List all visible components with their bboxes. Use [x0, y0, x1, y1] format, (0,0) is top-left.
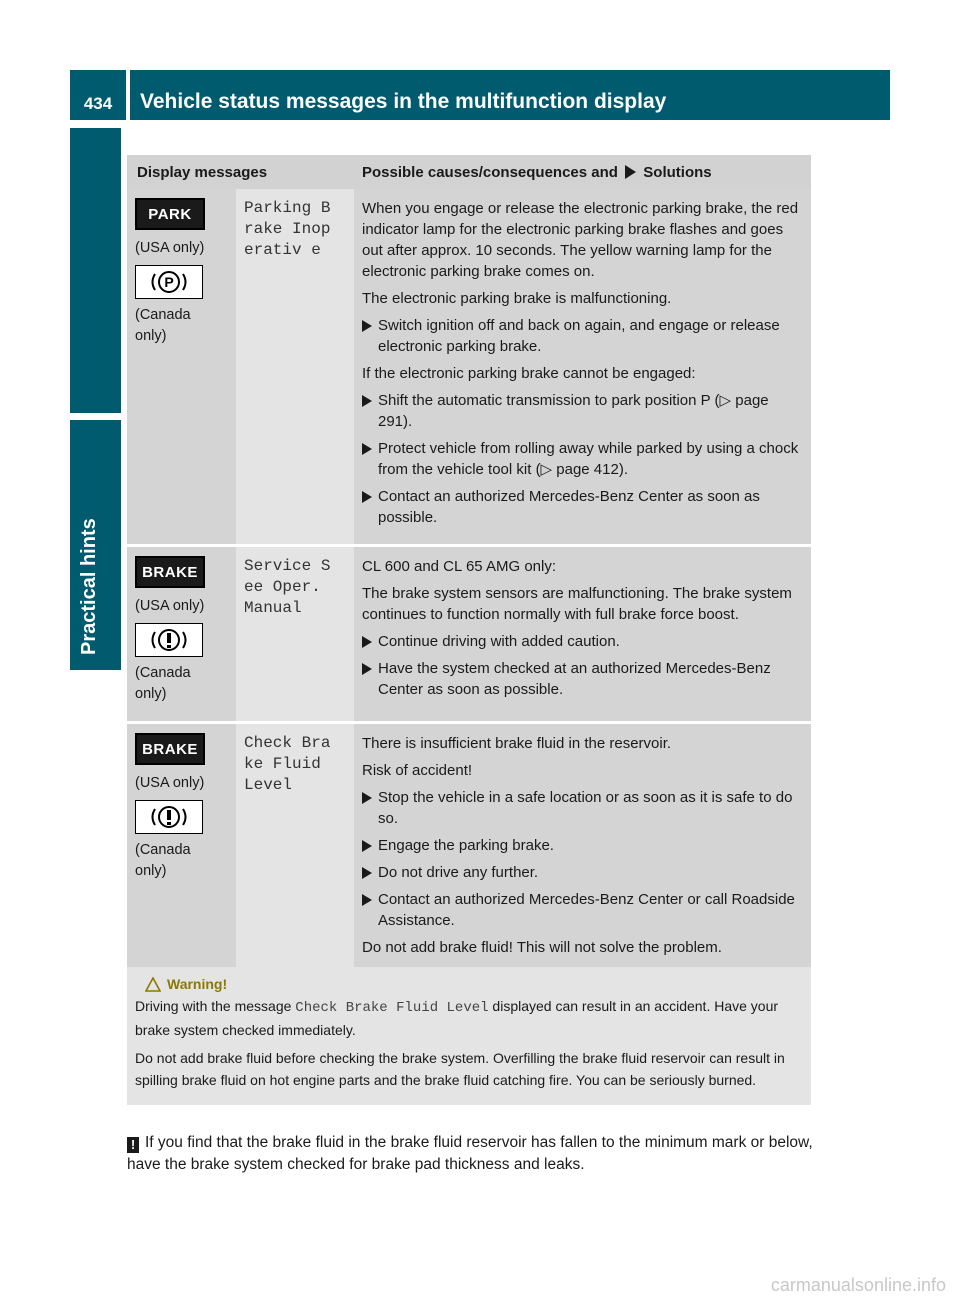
svg-text:P: P — [164, 274, 174, 290]
note — [127, 1132, 817, 1176]
arrow-icon — [362, 636, 372, 648]
display-message-cell — [236, 546, 354, 723]
warning-text: displayed can result in an accident. Have your brake system checked immediately. — [135, 998, 779, 1038]
causes-solutions-cell — [354, 189, 811, 546]
solution-step — [362, 862, 805, 883]
arrow-icon — [362, 491, 372, 503]
solution-text: Contact an authorized Mercedes-Benz Center as soon as possible. — [378, 488, 760, 526]
solution-step — [362, 486, 805, 528]
cause-text: Do not add brake fluid! This will not solve the problem. — [362, 939, 722, 956]
side-tab-label: Practical hints — [78, 518, 100, 655]
arrow-icon — [362, 395, 372, 407]
warning-text: Driving with the message — [135, 998, 292, 1014]
cause-text: If the electronic parking brake cannot be engaged: — [362, 365, 696, 382]
page-number: 434 — [70, 70, 126, 120]
solution-step — [362, 390, 805, 432]
warning-message-mono: Check Brake Fluid Level — [295, 1000, 489, 1016]
arrow-icon — [362, 840, 372, 852]
solution-step — [362, 787, 805, 829]
solution-text: Do not drive any further. — [378, 864, 539, 881]
solution-text: Shift the automatic transmission to park position P (▷ page 291). — [378, 392, 769, 430]
display-message: Service See Oper. Manual — [244, 557, 331, 617]
cause-text: The brake system sensors are malfunctioning. The brake system continues to function normally with full brake force boost. — [362, 585, 792, 623]
arrow-icon — [362, 443, 372, 455]
region-label: (USA only) — [135, 775, 205, 791]
brake-icon: BRAKE — [135, 556, 205, 588]
solution-step — [362, 835, 805, 856]
brake-circle-icon — [135, 623, 203, 657]
arrow-icon — [362, 894, 372, 906]
brake-circle-icon — [135, 800, 203, 834]
solution-step — [362, 631, 805, 652]
page-title: Vehicle status messages in the multifunction display — [130, 70, 890, 120]
warning-triangle-icon — [145, 977, 161, 992]
display-message: Check Brake Fluid Level — [244, 734, 331, 794]
warning-title-text: Warning! — [167, 976, 228, 992]
solution-text: Switch ignition off and back on again, and engage or release electronic parking brake. — [378, 317, 780, 355]
region-label: (USA only) — [135, 240, 205, 256]
col-header-display: Display messages — [127, 155, 354, 189]
arrow-icon — [625, 165, 636, 179]
warning-box — [127, 967, 811, 1105]
display-message: Parking Brake Inoperativ e — [244, 199, 331, 259]
col-header-causes-text: Possible causes/consequences and — [362, 163, 618, 181]
warning-paragraph-1 — [135, 995, 803, 1041]
display-icons-cell — [127, 189, 236, 546]
display-message-cell — [236, 723, 354, 976]
table-row — [127, 189, 811, 546]
display-icons-cell — [127, 723, 236, 976]
warning-title — [145, 973, 803, 995]
solution-step — [362, 658, 805, 700]
cause-text: Risk of accident! — [362, 762, 473, 779]
solution-text: Continue driving with added caution. — [378, 633, 620, 650]
region-label: (Canada only) — [135, 842, 191, 879]
solution-text: Contact an authorized Mercedes-Benz Center or call Roadside Assistance. — [378, 891, 795, 929]
col-header-solutions-text: Solutions — [643, 163, 712, 181]
display-message-cell — [236, 189, 354, 546]
region-label: (Canada only) — [135, 665, 191, 702]
brake-icon: BRAKE — [135, 733, 205, 765]
solution-step — [362, 438, 805, 480]
region-label: (USA only) — [135, 598, 205, 614]
arrow-icon — [362, 867, 372, 879]
arrow-icon — [362, 792, 372, 804]
solution-text: Have the system checked at an authorized Mercedes-Benz Center as soon as possible. — [378, 660, 771, 698]
solution-step — [362, 315, 805, 357]
table-row — [127, 723, 811, 976]
cause-text: There is insufficient brake fluid in the reservoir. — [362, 735, 672, 752]
solution-text: Engage the parking brake. — [378, 837, 554, 854]
cause-text: The electronic parking brake is malfunctioning. — [362, 290, 672, 307]
messages-table — [127, 155, 811, 977]
arrow-icon — [362, 320, 372, 332]
causes-solutions-cell — [354, 546, 811, 723]
col-header-causes — [354, 155, 811, 189]
park-icon: PARK — [135, 198, 205, 230]
cause-text: When you engage or release the electronic parking brake, the red indicator lamp for the electronic parking brake flashes and goes out after approx. 10 seconds. The yellow warning lamp for the electronic parking brake comes on. — [362, 200, 799, 280]
arrow-icon — [362, 663, 372, 675]
solution-step — [362, 889, 805, 931]
cause-text: CL 600 and CL 65 AMG only: — [362, 558, 557, 575]
exclamation-icon: ! — [127, 1137, 139, 1153]
watermark: carmanualsonline.info — [770, 1275, 946, 1295]
region-label: (Canada only) — [135, 307, 191, 344]
solution-text: Stop the vehicle in a safe location or as soon as it is safe to do so. — [378, 789, 793, 827]
causes-solutions-cell — [354, 723, 811, 976]
table-row — [127, 546, 811, 723]
side-block — [70, 128, 121, 413]
display-icons-cell — [127, 546, 236, 723]
solution-text: Protect vehicle from rolling away while parked by using a chock from the vehicle tool kit (▷ page 412). — [378, 440, 799, 478]
note-text: If you find that the brake fluid in the brake fluid reservoir has fallen to the minimum mark or below, have the brake system checked for brake pad thickness and leaks. — [127, 1134, 813, 1173]
warning-paragraph-2: Do not add brake fluid before checking the brake system. Overfilling the brake fluid reservoir can result in spilling brake fluid on hot engine parts and the brake fluid catching fire. You can be seriously burned. — [135, 1050, 785, 1088]
circle-p-icon — [135, 265, 203, 299]
